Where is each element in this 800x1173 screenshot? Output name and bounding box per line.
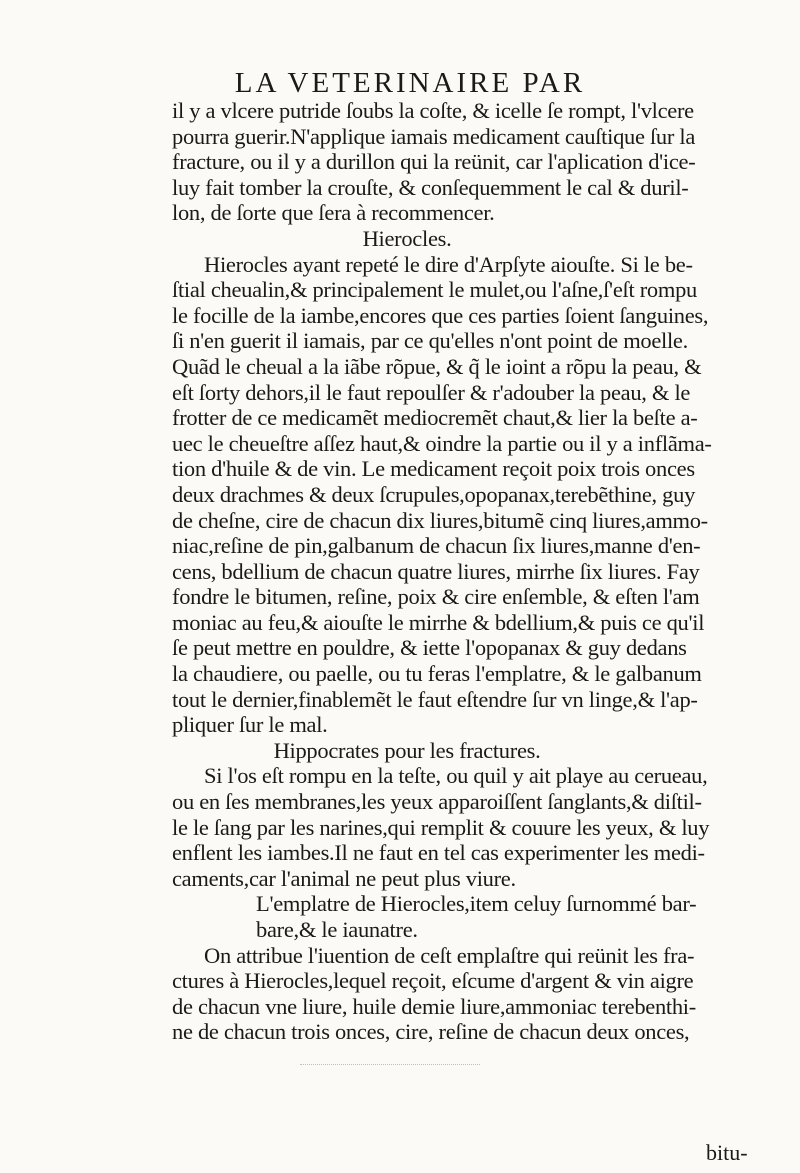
text-line: de cheſne, cire de chacun dix liures,bitumẽ cinq liures,ammo- [172,507,708,533]
text-line: pourra guerir.N'applique iamais medicament cauſtique ſur la [172,123,696,149]
text-line: ne de chacun trois onces, cire, reſine de chacun deux onces, [172,1019,690,1045]
text-line: ſtial cheualin,& principalement le mulet,ou l'aſne,ſ'eſt rompu [172,277,697,303]
running-head: LA VETERINAIRE PAR [234,67,586,99]
section-heading-hierocles: Hierocles. [362,225,452,251]
text-line: lon, de ſorte que ſera à recommencer. [172,200,495,226]
text-line: enflent les iambes.Il ne faut en tel cas experimenter les medi- [172,840,705,866]
text-line: ſe peut mettre en pouldre, & iette l'opopanax & guy dedans [172,635,687,661]
text-line: luy fait tomber la crouſte, & conſequemment le cal & duril- [172,174,689,200]
text-line: caments,car l'animal ne peut plus viure. [172,865,516,891]
text-line: deux drachmes & deux ſcrupules,opopanax,terebẽthine, guy [172,481,696,507]
text-line: ou en ſes membranes,les yeux apparoiſſent ſanglants,& diſtil- [172,789,702,815]
text-line: pliquer ſur le mal. [172,712,328,738]
text-line: tion d'huile & de vin. Le medicament reçoit poix trois onces [172,456,695,482]
text-line: niac,reſine de pin,galbanum de chacun ſix liures,manne d'en- [172,533,701,559]
text-line: tout le dernier,finablemẽt le faut eſtendre ſur vn linge,& l'ap- [172,686,698,712]
text-line: uec le cheueſtre aſſez haut,& oindre la partie ou il y a inflãma- [172,430,712,456]
section-heading-hippocrates: Hippocrates pour les fractures. [273,737,541,763]
text-line: fondre le bitumen, reſine, poix & cire enſemble, & eſten l'am [172,584,700,610]
print-bleed-mark [300,1064,480,1065]
text-line: On attribue l'iuention de ceſt emplaſtre qui reünit les fra- [204,942,695,968]
body-text [172,98,792,1045]
section-heading-emplatre-cont: bare,& le iaunatre. [256,917,418,942]
text-line: frotter de ce medicamẽt mediocremẽt chaut,& lier la beſte a- [172,405,698,431]
text-line: le le ſang par les narines,qui remplit & couure les yeux, & luy [172,814,710,840]
text-line: Si l'os eſt rompu en la teſte, ou quil y ait playe au cerueau, [204,763,708,789]
section-heading-emplatre: L'emplatre de Hierocles,item celuy ſurnommé bar- [256,891,697,917]
text-line: fracture, ou il y a durillon qui la reünit, car l'aplication d'ice- [172,149,696,175]
text-line: de chacun vne liure, huile demie liure,ammoniac terebenthi- [172,993,696,1019]
text-line: cens, bdellium de chacun quatre liures, mirrhe ſix liures. Fay [172,558,700,584]
text-line: eſt ſorty dehors,il le faut repoulſer & r'adouber la peau, & le [172,379,691,405]
catchword: bitu- [706,1140,748,1165]
text-line: Hierocles ayant repeté le dire d'Arpſyte aiouſte. Si le be- [204,251,693,277]
text-line: ſi n'en guerit il iamais, par ce qu'elles n'ont point de moelle. [172,328,688,354]
text-line: le focille de la iambe,encores que ces parties ſoient ſanguines, [172,302,709,328]
text-line: ctures à Hierocles,lequel reçoit, eſcume d'argent & vin aigre [172,968,694,994]
text-line: la chaudiere, ou paelle, ou tu feras l'emplatre, & le galbanum [172,661,702,687]
text-line: moniac au feu,& aiouſte le mirrhe & bdellium,& puis ce qu'il [172,609,705,635]
text-line: il y a vlcere putride ſoubs la coſte, & icelle ſe rompt, l'vlcere [172,98,694,123]
text-line: Quãd le cheual a la iãbe rõpue, & q̃ le ioint a rõpu la peau, & [172,353,702,379]
